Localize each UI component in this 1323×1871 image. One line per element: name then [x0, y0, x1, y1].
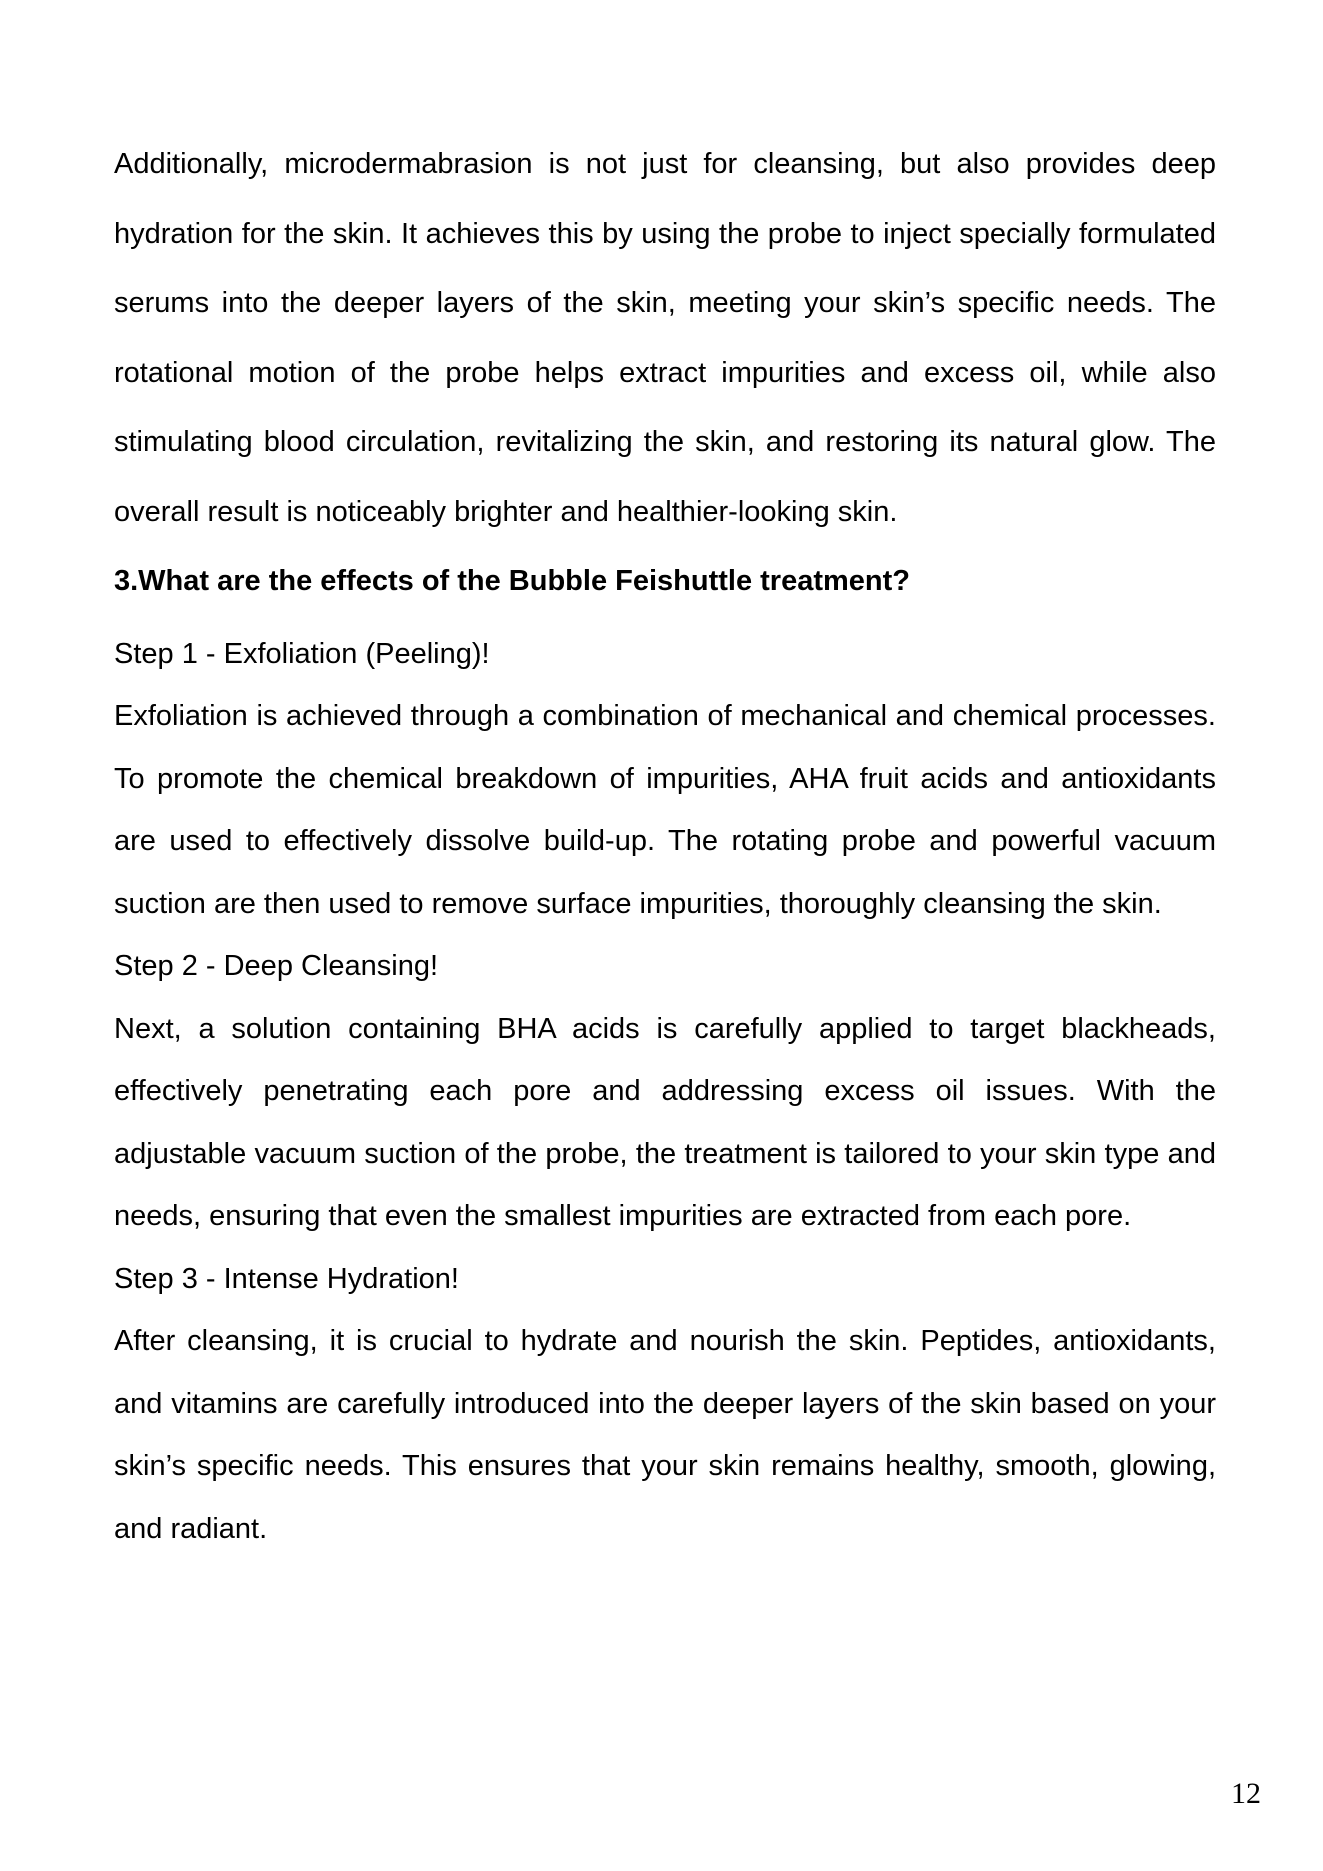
section-heading: 3.What are the effects of the Bubble Feishuttle treatment? [114, 565, 910, 597]
step-3-body: After cleansing, it is crucial to hydrate and nourish the skin. Peptides, antioxidants, and vitamins are carefully introduced into the deeper layers of the skin based on your skin’s specific needs. This ensures that your skin remains healthy, smooth, glowing, and radiant. [114, 1325, 1216, 1545]
step-2-title: Step 2 - Deep Cleansing! [114, 950, 439, 982]
step-3-title: Step 3 - Intense Hydration! [114, 1262, 459, 1295]
step-3-block [114, 1248, 1216, 1561]
step-2-block [114, 935, 1216, 1248]
section-heading-wrap [114, 547, 1216, 617]
step-1-title: Step 1 - Exfoliation (Peeling)! [114, 637, 490, 670]
page-content [114, 130, 1216, 1560]
step-1-body: Exfoliation is achieved through a combination of mechanical and chemical processes. To promote the chemical breakdown of impurities, AHA fruit acids and antioxidants are used to effectively dissolve build-up. The rotating probe and powerful vacuum suction are then used to remove surface impurities, thoroughly cleansing the skin. [114, 700, 1216, 920]
page-number: 12 [1231, 1777, 1261, 1810]
intro-paragraph: Additionally, microdermabrasion is not just for cleansing, but also provides deep hydration for the skin. It achieves this by using the probe to inject specially formulated serums into the deeper layers of the skin, meeting your skin’s specific needs. The rotational motion of the probe helps extract impurities and excess oil, while also stimulating blood circulation, revitalizing the skin, and restoring its natural glow. The overall result is noticeably brighter and healthier-looking skin. [114, 148, 1216, 528]
step-2-body: Next, a solution containing BHA acids is carefully applied to target blackheads, effectively penetrating each pore and addressing excess oil issues. With the adjustable vacuum suction of the probe, the treatment is tailored to your skin type and needs, ensuring that even the smallest impurities are extracted from each pore. [114, 1012, 1216, 1232]
step-1-block [114, 623, 1216, 936]
